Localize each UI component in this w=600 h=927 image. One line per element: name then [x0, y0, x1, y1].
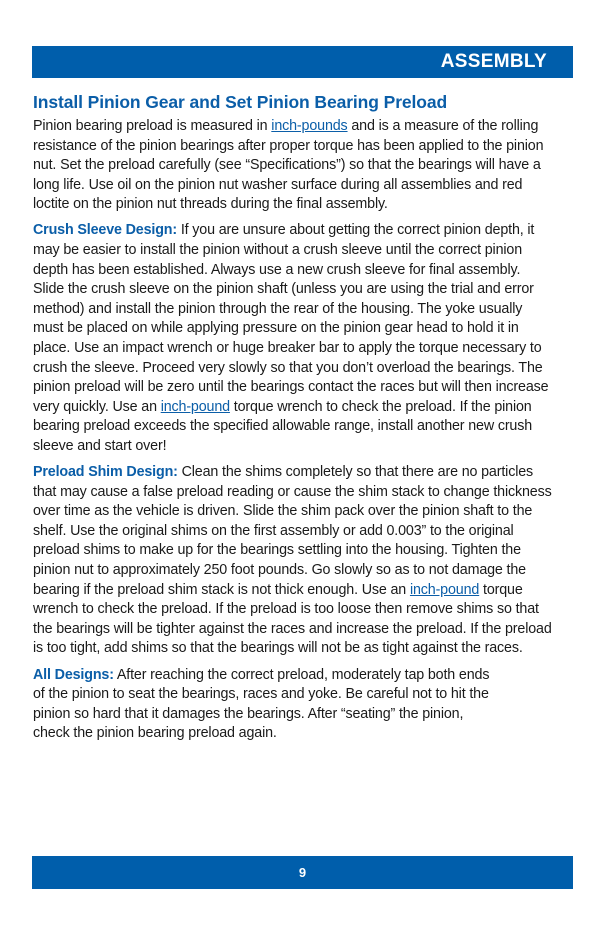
inch-pounds-link[interactable]: inch-pounds	[271, 118, 348, 134]
paragraph-text: If you are unsure about getting the correct pinion depth, it may be easier to install the pinion without a crush sleeve until the correct pinion depth has been established. Always use a new crush sleeve for final assembly. Slide the crush sleeve on the pinion shaft (unless you are using the trial and error method) and install the pinion through the rear of the housing. The yoke usually must be placed on while applying pressure on the pinion gear head to hold it in place. Use an impact wrench or huge breaker bar to apply the torque necessary to crush the sleeve. Proceed very slowly so that you don’t overload the bearings. The pinion preload will be zero until the bearings contact the races but will then increase very quickly. Use an	[33, 222, 549, 415]
page-content	[33, 91, 553, 744]
inch-pound-link[interactable]: inch-pound	[409, 581, 480, 598]
crush-sleeve-heading: Crush Sleeve Design:	[33, 222, 177, 239]
section-header-title: ASSEMBLY	[440, 51, 547, 72]
page-footer-bar	[32, 856, 573, 889]
page-title: Install Pinion Gear and Set Pinion Bearing Preload	[33, 92, 448, 112]
crush-sleeve-paragraph	[33, 221, 553, 456]
paragraph-text: and is a measure of the rolling resistance of the pinion bearings after proper torque has been applied to the pinion nut. Set the preload carefully (see “Specifications”) so that the bearings will have a long life. Use oil on the pinion nut washer surface during all assemblies and red loctite on the pinion nut threads during the final assembly.	[33, 118, 544, 213]
paragraph-text: Pinion bearing preload is measured in	[33, 118, 272, 134]
preload-shim-heading: Preload Shim Design:	[33, 464, 178, 481]
all-designs-paragraph	[33, 666, 503, 744]
intro-paragraph	[33, 117, 553, 215]
preload-shim-paragraph	[33, 463, 553, 659]
paragraph-text: torque wrench to check the preload. If the preload is too loose then remove shims so that the bearings will be tighter against the races and increase the preload. If the preload is too tight, add shims so that the bearings will not be as tight against the races.	[33, 581, 552, 657]
page-number: 9	[298, 865, 307, 880]
all-designs-heading: All Designs:	[33, 666, 114, 683]
paragraph-text: After reaching the correct preload, moderately tap both ends of the pinion to seat the bearings, races and yoke. Be careful not to hit the pinion so hard that it damages the bearings. After “seating” the pinion, check the pinion bearing preload again.	[33, 666, 490, 742]
inch-pound-link[interactable]: inch-pound	[160, 398, 230, 415]
section-header-bar	[32, 46, 573, 78]
paragraph-text: torque wrench to check the preload. If the pinion bearing preload exceeds the specified allowable range, install another new crush sleeve and start over!	[33, 398, 533, 454]
paragraph-text: Clean the shims completely so that there are no particles that may cause a false preload reading or cause the shim stack to change thickness over time as the vehicle is driven. Slide the shim pack over the pinion shaft to the shelf. Use the original shims on the first assembly or add 0.003” to the original preload shims to make up for the bearings settling into the housing. Tighten the pinion nut to approximately 250 foot pounds. Go slowly so as to not damage the bearing if the preload shim stack is not thick enough. Use an	[33, 464, 552, 598]
